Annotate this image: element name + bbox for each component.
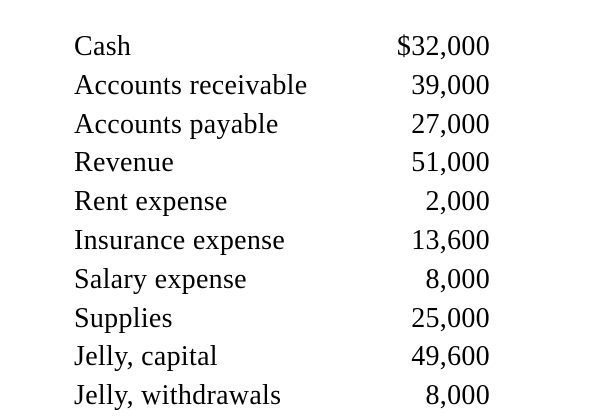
account-name: Salary expense <box>74 263 247 295</box>
account-amount: 2,000 <box>425 186 490 218</box>
account-name: Accounts receivable <box>74 69 308 101</box>
account-name: Jelly, capital <box>74 341 218 373</box>
account-amount: 51,000 <box>411 147 490 179</box>
account-row-cash <box>74 28 490 67</box>
account-row-insurance-expense <box>74 222 490 261</box>
account-amount: 49,600 <box>411 341 490 373</box>
account-amount: 8,000 <box>425 263 490 295</box>
account-row-supplies <box>74 300 490 339</box>
account-row-revenue <box>74 144 490 183</box>
account-list <box>74 28 490 416</box>
account-name: Insurance expense <box>74 224 286 256</box>
account-row-jelly-withdrawals <box>74 377 490 416</box>
account-row-jelly-capital <box>74 338 490 377</box>
account-amount: 13,600 <box>411 224 490 256</box>
account-amount: $32,000 <box>396 31 490 62</box>
account-name: Supplies <box>74 302 173 334</box>
account-row-rent-expense <box>74 183 490 222</box>
account-row-accounts-receivable <box>74 67 490 106</box>
account-name: Accounts payable <box>74 108 279 140</box>
account-amount: 8,000 <box>425 380 490 412</box>
account-amount: 25,000 <box>411 302 490 334</box>
account-name: Rent expense <box>74 186 228 218</box>
account-row-accounts-payable <box>74 106 490 145</box>
account-amount: 27,000 <box>411 108 490 140</box>
account-name: Revenue <box>74 147 175 179</box>
account-name: Cash <box>74 31 132 62</box>
account-amount: 39,000 <box>411 69 490 101</box>
account-name: Jelly, withdrawals <box>74 380 282 412</box>
account-row-salary-expense <box>74 261 490 300</box>
